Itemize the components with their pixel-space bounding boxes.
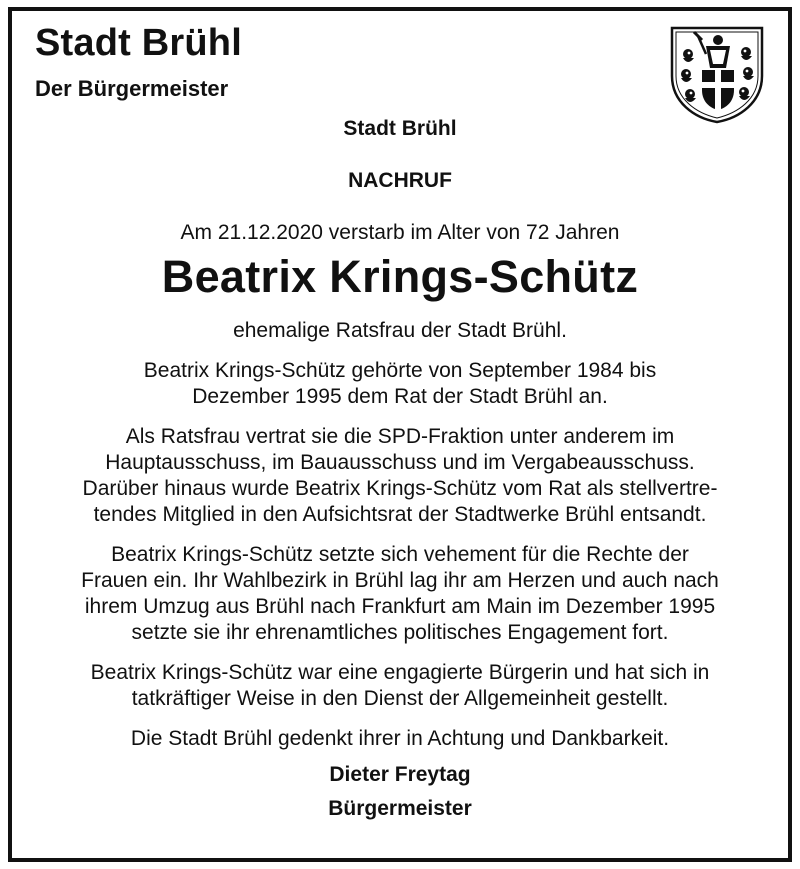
paragraph-line: Darüber hinaus wurde Beatrix Krings-Schütz vom Rat als stellvertre- xyxy=(82,477,718,500)
paragraph-line: Beatrix Krings-Schütz war eine engagierte Bürgerin und hat sich in xyxy=(90,661,710,684)
paragraph-line: Beatrix Krings-Schütz gehörte von September 1984 bis xyxy=(143,359,657,382)
death-statement: Am 21.12.2020 verstarb im Alter von 72 Jahren xyxy=(180,221,620,244)
signer-name: Dieter Freytag xyxy=(329,763,471,786)
letterhead-office: Der Bürgermeister xyxy=(35,76,229,101)
city-coat-of-arms-icon xyxy=(668,24,766,124)
deceased-role: ehemalige Ratsfrau der Stadt Brühl. xyxy=(233,319,567,342)
paragraph-remembrance xyxy=(0,726,800,752)
paragraph-line: Hauptausschuss, im Bauausschuss und im Vergabeausschuss. xyxy=(105,451,695,474)
paragraph-engagement xyxy=(0,542,800,646)
paragraph-line: setzte sie ihr ehrenamtliches politisches Engagement fort. xyxy=(131,621,669,644)
paragraph-line: Frauen ein. Ihr Wahlbezirk in Brühl lag ihr am Herzen und auch nach xyxy=(81,569,719,592)
paragraph-line: tatkräftiger Weise in den Dienst der Allgemeinheit gestellt. xyxy=(131,687,669,710)
paragraph-line: Dezember 1995 dem Rat der Stadt Brühl an. xyxy=(192,385,608,408)
paragraph-line: tendes Mitglied in den Aufsichtsrat der Stadtwerke Brühl entsandt. xyxy=(93,503,707,526)
paragraph-citizen xyxy=(0,660,800,712)
paragraph-line: Als Ratsfrau vertrat sie die SPD-Fraktion unter anderem im xyxy=(125,425,675,448)
paragraph-line: Die Stadt Brühl gedenkt ihrer in Achtung und Dankbarkeit. xyxy=(130,727,670,750)
paragraph-line: Beatrix Krings-Schütz setzte sich vehement für die Rechte der xyxy=(111,543,689,566)
signer-title: Bürgermeister xyxy=(328,797,472,820)
letterhead-city: Stadt Brühl xyxy=(35,22,242,64)
paragraph-membership xyxy=(0,358,800,410)
deceased-name: Beatrix Krings-Schütz xyxy=(161,251,639,302)
notice-heading: NACHRUF xyxy=(348,169,452,192)
paragraph-line: ihrem Umzug aus Brühl nach Frankfurt am Main im Dezember 1995 xyxy=(84,595,716,618)
obituary-body xyxy=(0,116,800,822)
notice-city-heading: Stadt Brühl xyxy=(343,117,457,140)
paragraph-committees xyxy=(0,424,800,528)
